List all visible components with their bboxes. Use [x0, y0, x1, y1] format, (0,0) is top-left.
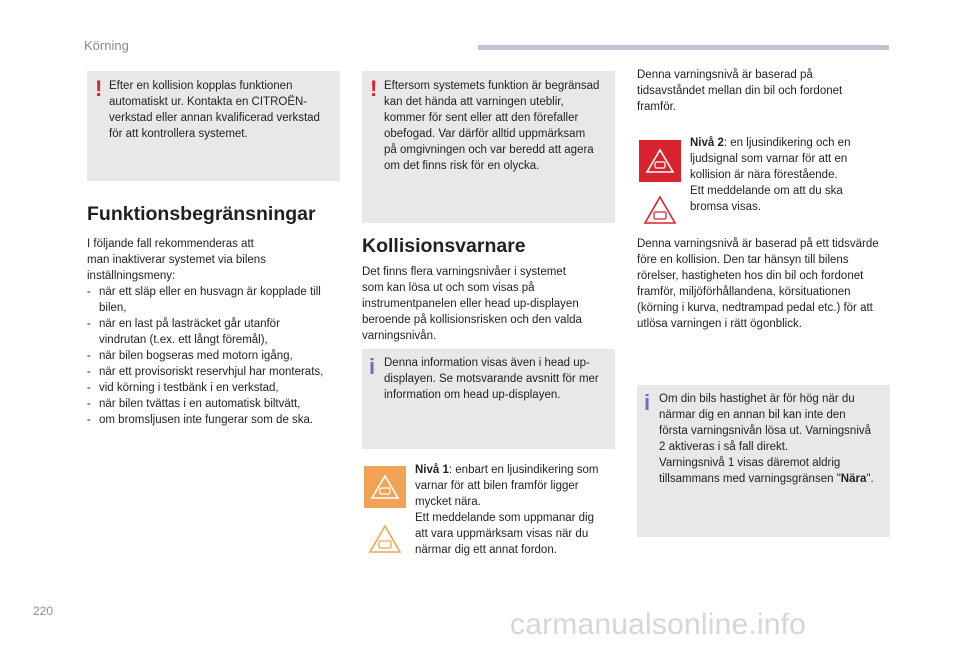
list-item: - när bilen tvättas i en automatisk biltvätt,	[87, 398, 301, 410]
warning-box-collision	[87, 71, 340, 181]
collision-warning-description: Det finns flera varningsnivåer i systemet som kan lösa ut och som visas på instrumentpanelen eller head up-displayen beroende på kollisionsrisken och den valda varningsnivån.	[362, 266, 582, 342]
collision-warning-red-icon	[639, 140, 681, 182]
exclamation-warning-icon: !	[370, 76, 378, 101]
level2-description: Nivå 2: en ljusindikering och en ljudsignal som varnar för att en kollision är nära förestående. Ett meddelande om att du ska bromsa visas.	[690, 137, 851, 213]
list-item: - när bilen bogseras med motorn igång,	[87, 350, 293, 362]
info-text: Denna information visas även i head up- displayen. Se motsvarande avsnitt för mer information om head up-displayen.	[384, 357, 599, 401]
list-item: - om bromsljusen inte fungerar som de ska.	[87, 414, 314, 426]
limitations-list	[87, 284, 349, 428]
collision-warning-orange-outline-icon	[364, 518, 406, 560]
section-title: Körning	[84, 38, 129, 53]
level2-timing-text: Denna varningsnivå är baserad på ett tidsvärde före en kollision. Den tar hänsyn till bilens rörelser, hastigheten hos din bil och fordonet framför, miljöförhållandena, körsituationen (körning i kurva, nedtrampad pedal etc.) för att utlösa varningen i rätt ögonblick.	[637, 238, 879, 330]
warning-box-limitations	[362, 71, 615, 223]
info-box-speed	[637, 385, 890, 537]
header-rule	[478, 45, 889, 50]
list-item: - vid körning i testbänk i en verkstad,	[87, 382, 279, 394]
collision-warning-red-outline-icon	[639, 189, 681, 231]
heading-funktionsbegransningar: Funktionsbegränsningar	[87, 203, 316, 225]
collision-warning-orange-icon	[364, 466, 406, 508]
list-item: - när ett provisoriskt reservhjul har monterats,	[87, 366, 324, 378]
exclamation-warning-icon: !	[95, 76, 103, 101]
page-number: 220	[33, 604, 54, 618]
info-box-head-up	[362, 349, 615, 449]
info-icon: i	[369, 354, 376, 379]
list-item: - när en last på lasträcket går utanför vindrutan (t.ex. ett långt föremål),	[87, 318, 280, 346]
info-text: Om din bils hastighet är för hög när du närmar dig en annan bil kan inte den första varningsnivån lösa ut. Varningsnivå 2 aktiveras i så fall direkt. Varningsnivå 1 visas däremot aldrig tillsammans med varningsgränsen "Nära".	[659, 393, 874, 485]
warning-text: Eftersom systemets funktion är begränsad kan det hända att varningen uteblir, kommer för sent eller att den förefaller obefogad. Var därför alltid uppmärksam på omgivningen och var beredd att agera om det finns risk för en olycka.	[384, 80, 600, 172]
level2-basis-text: Denna varningsnivå är baserad på tidsavståndet mellan din bil och fordonet framför.	[637, 69, 843, 113]
heading-kollisionsvarnare: Kollisionsvarnare	[362, 235, 526, 257]
info-icon: i	[644, 390, 651, 415]
warning-text: Efter en kollision kopplas funktionen automatiskt ur. Kontakta en CITROËN- verkstad eller annan kvalificerad verkstad för att kontrollera systemet.	[109, 80, 320, 140]
list-item: - när ett släp eller en husvagn är kopplade till bilen,	[87, 286, 321, 314]
limitations-intro: I följande fall rekommenderas att man inaktiverar systemet via bilens inställningsmeny:	[87, 238, 266, 282]
level1-description: Nivå 1: enbart en ljusindikering som varnar för att bilen framför ligger mycket nära. Ett meddelande som uppmanar dig att vara uppmärksam visas när du närmar dig ett annat fordon.	[415, 464, 599, 556]
watermark: carmanualsonline.info	[510, 608, 807, 641]
